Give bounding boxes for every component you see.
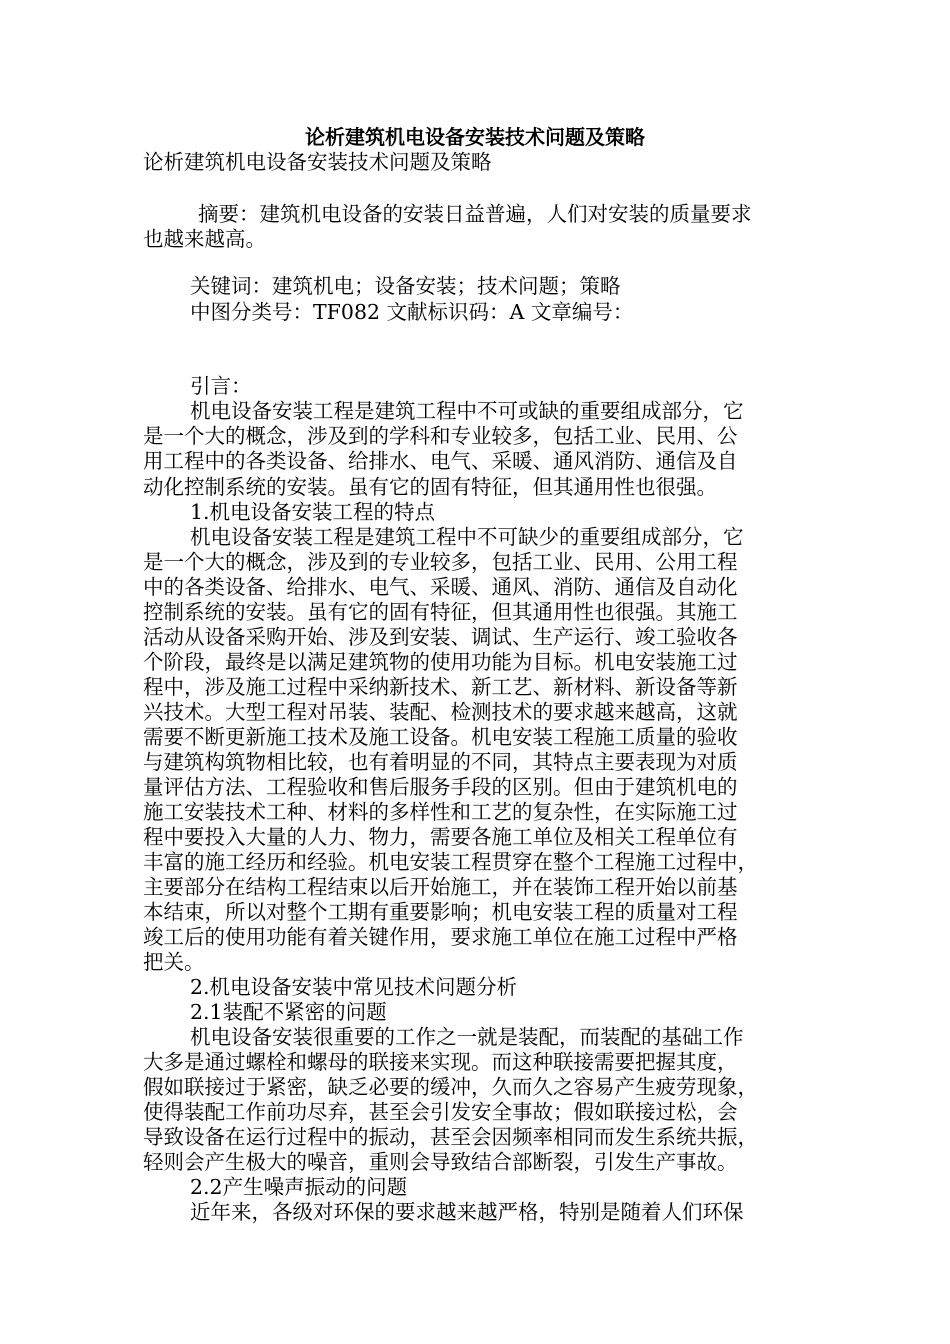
- section1-line: 程中，涉及施工过程中采纳新技术、新工艺、新材料、新设备等新: [143, 675, 738, 699]
- section1-line: 程中要投入大量的人力、物力，需要各施工单位及相关工程单位有: [143, 825, 738, 849]
- keywords: 关键词：建筑机电；设备安装；技术问题；策略: [190, 274, 621, 298]
- section2-1-line: 大多是通过螺栓和螺母的联接来实现。而这种联接需要把握其度，: [143, 1050, 738, 1074]
- section2-heading: 2.机电设备安装中常见技术问题分析: [190, 975, 518, 999]
- section1-line: 主要部分在结构工程结束以后开始施工，并在装饰工程开始以前基: [143, 875, 738, 899]
- section1-line: 机电设备安装工程是建筑工程中不可缺少的重要组成部分，它: [190, 525, 744, 549]
- document-title: 论析建筑机电设备安装技术问题及策略: [305, 125, 645, 149]
- section1-line: 兴技术。大型工程对吊装、装配、检测技术的要求越来越高，这就: [143, 700, 738, 724]
- intro-line: 是一个大的概念，涉及到的学科和专业较多，包括工业、民用、公: [143, 424, 738, 448]
- section1-line: 施工安装技术工种、材料的多样性和工艺的复杂性，在实际施工过: [143, 800, 738, 824]
- section1-line: 与建筑构筑物相比较，也有着明显的不同，其特点主要表现为对质: [143, 750, 738, 774]
- abstract-line: 也越来越高。: [143, 227, 266, 251]
- abstract-line: 摘要：建筑机电设备的安装日益普遍，人们对安装的质量要求: [198, 202, 752, 226]
- section1-line: 活动从设备采购开始、涉及到安装、调试、生产运行、竣工验收各: [143, 625, 738, 649]
- document-subtitle: 论析建筑机电设备安装技术问题及策略: [143, 150, 492, 174]
- classification: 中图分类号：TF082 文献标识码：A 文章编号：: [190, 300, 634, 324]
- section2-2-line: 近年来，各级对环保的要求越来越严格，特别是随着人们环保: [190, 1200, 744, 1224]
- section1-line: 个阶段，最终是以满足建筑物的使用功能为目标。机电安装施工过: [143, 650, 738, 674]
- section1-line: 本结束，所以对整个工期有重要影响；机电安装工程的质量对工程: [143, 900, 738, 924]
- section2-1-line: 导致设备在运行过程中的振动，甚至会因频率相同而发生系统共振，: [143, 1125, 758, 1149]
- section1-line: 丰富的施工经历和经验。机电安装工程贯穿在整个工程施工过程中，: [143, 850, 758, 874]
- section1-line: 竣工后的使用功能有着关键作用，要求施工单位在施工过程中严格: [143, 925, 738, 949]
- section2-1-line: 机电设备安装很重要的工作之一就是装配，而装配的基础工作: [190, 1025, 744, 1049]
- section1-line: 需要不断更新施工技术及施工设备。机电安装工程施工质量的验收: [143, 725, 738, 749]
- intro-line: 动化控制系统的安装。虽有它的固有特征，但其通用性也很强。: [143, 475, 717, 499]
- section2-2-heading: 2.2产生噪声振动的问题: [190, 1175, 408, 1199]
- section2-1-line: 假如联接过于紧密，缺乏必要的缓冲，久而久之容易产生疲劳现象，: [143, 1075, 758, 1099]
- section1-line: 量评估方法、工程验收和售后服务手段的区别。但由于建筑机电的: [143, 775, 738, 799]
- intro-line: 机电设备安装工程是建筑工程中不可或缺的重要组成部分，它: [190, 399, 744, 423]
- intro-heading: 引言：: [190, 374, 252, 398]
- section2-1-line: 使得装配工作前功尽弃，甚至会引发安全事故；假如联接过松，会: [143, 1100, 738, 1124]
- section1-line: 中的各类设备、给排水、电气、采暖、通风、消防、通信及自动化: [143, 575, 738, 599]
- section1-heading: 1.机电设备安装工程的特点: [190, 500, 436, 524]
- section2-1-heading: 2.1装配不紧密的问题: [190, 1000, 387, 1024]
- section2-1-line: 轻则会产生极大的噪音，重则会导致结合部断裂，引发生产事故。: [143, 1150, 738, 1174]
- section1-line: 控制系统的安装。虽有它的固有特征，但其通用性也很强。其施工: [143, 600, 738, 624]
- intro-line: 用工程中的各类设备、给排水、电气、采暖、通风消防、通信及自: [143, 449, 738, 473]
- section1-line: 把关。: [143, 950, 205, 974]
- section1-line: 是一个大的概念，涉及到的专业较多，包括工业、民用、公用工程: [143, 550, 738, 574]
